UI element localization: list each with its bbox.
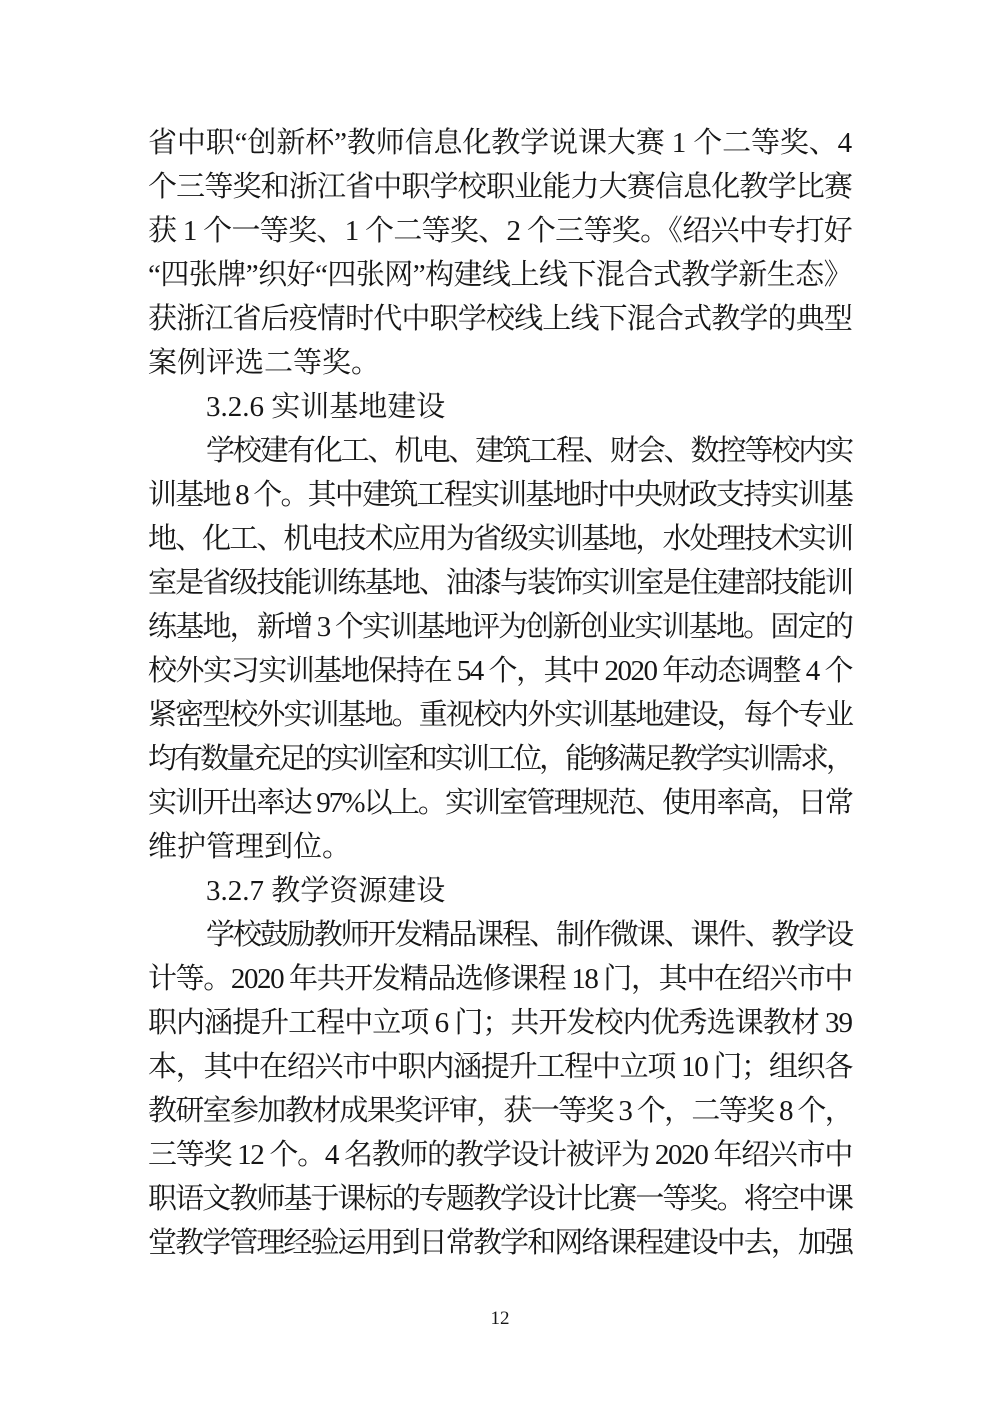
text-line: 三等奖 12 个。4 名教师的教学设计被评为 2020 年绍兴市中 [148,1139,852,1171]
text-line: 职语文教师基于课标的专题教学设计比赛一等奖。将空中课 [148,1183,852,1215]
text-line: 个三等奖和浙江省中职学校职业能力大赛信息化教学比赛 [148,171,852,203]
text-line: 省中职“创新杯”教师信息化教学说课大赛 1 个二等奖、4 [148,127,852,159]
text-line: 维护管理到位。 [148,831,352,863]
text-line: 职内涵提升工程中立项 6 门；共开发校内优秀选课教材 39 [148,1007,852,1039]
paragraph [148,121,852,385]
text-line: 练基地，新增 3 个实训基地评为创新创业实训基地。固定的 [148,611,852,643]
paragraph [148,913,852,1265]
section-heading: 3.2.7 教学资源建设 [206,875,446,907]
text-line: 教研室参加教材成果奖评审，获一等奖 3 个，二等奖 8 个， [148,1095,852,1127]
text-line: 均有数量充足的实训室和实训工位，能够满足教学实训需求， [148,743,852,775]
text-line: 本，其中在绍兴市中职内涵提升工程中立项 10 门；组织各 [148,1051,852,1083]
text-line: “四张牌”织好“四张网”构建线上线下混合式教学新生态》 [148,259,852,291]
text-line: 紧密型校外实训基地。重视校内外实训基地建设，每个专业 [148,699,852,731]
text-content [148,121,852,1265]
text-line: 获浙江省后疫情时代中职学校线上线下混合式教学的典型 [148,303,852,335]
text-line: 地、化工、机电技术应用为省级实训基地，水处理技术实训 [148,523,852,555]
section-heading: 3.2.6 实训基地建设 [206,391,446,423]
text-line: 实训开出率达 97%以上。实训室管理规范、使用率高，日常 [148,787,852,819]
text-line: 学校鼓励教师开发精品课程、制作微课、课件、教学设 [206,919,852,951]
text-line: 室是省级技能训练基地、油漆与装饰实训室是住建部技能训 [148,567,852,599]
page-number: 12 [490,1308,510,1329]
paragraph [148,429,852,869]
text-line: 计等。2020 年共开发精品选修课程 18 门，其中在绍兴市中 [148,963,852,995]
text-line: 学校建有化工、机电、建筑工程、财会、数控等校内实 [206,435,852,467]
text-line: 案例评选二等奖。 [148,347,381,379]
text-line: 获 1 个一等奖、1 个二等奖、2 个三等奖。《绍兴中专打好 [148,215,852,247]
text-line: 堂教学管理经验运用到日常教学和网络课程建设中去，加强 [148,1227,852,1259]
text-line: 训基地 8 个。其中建筑工程实训基地时中央财政支持实训基 [148,479,852,511]
text-line: 校外实习实训基地保持在 54 个，其中 2020 年动态调整 4 个 [148,655,852,687]
